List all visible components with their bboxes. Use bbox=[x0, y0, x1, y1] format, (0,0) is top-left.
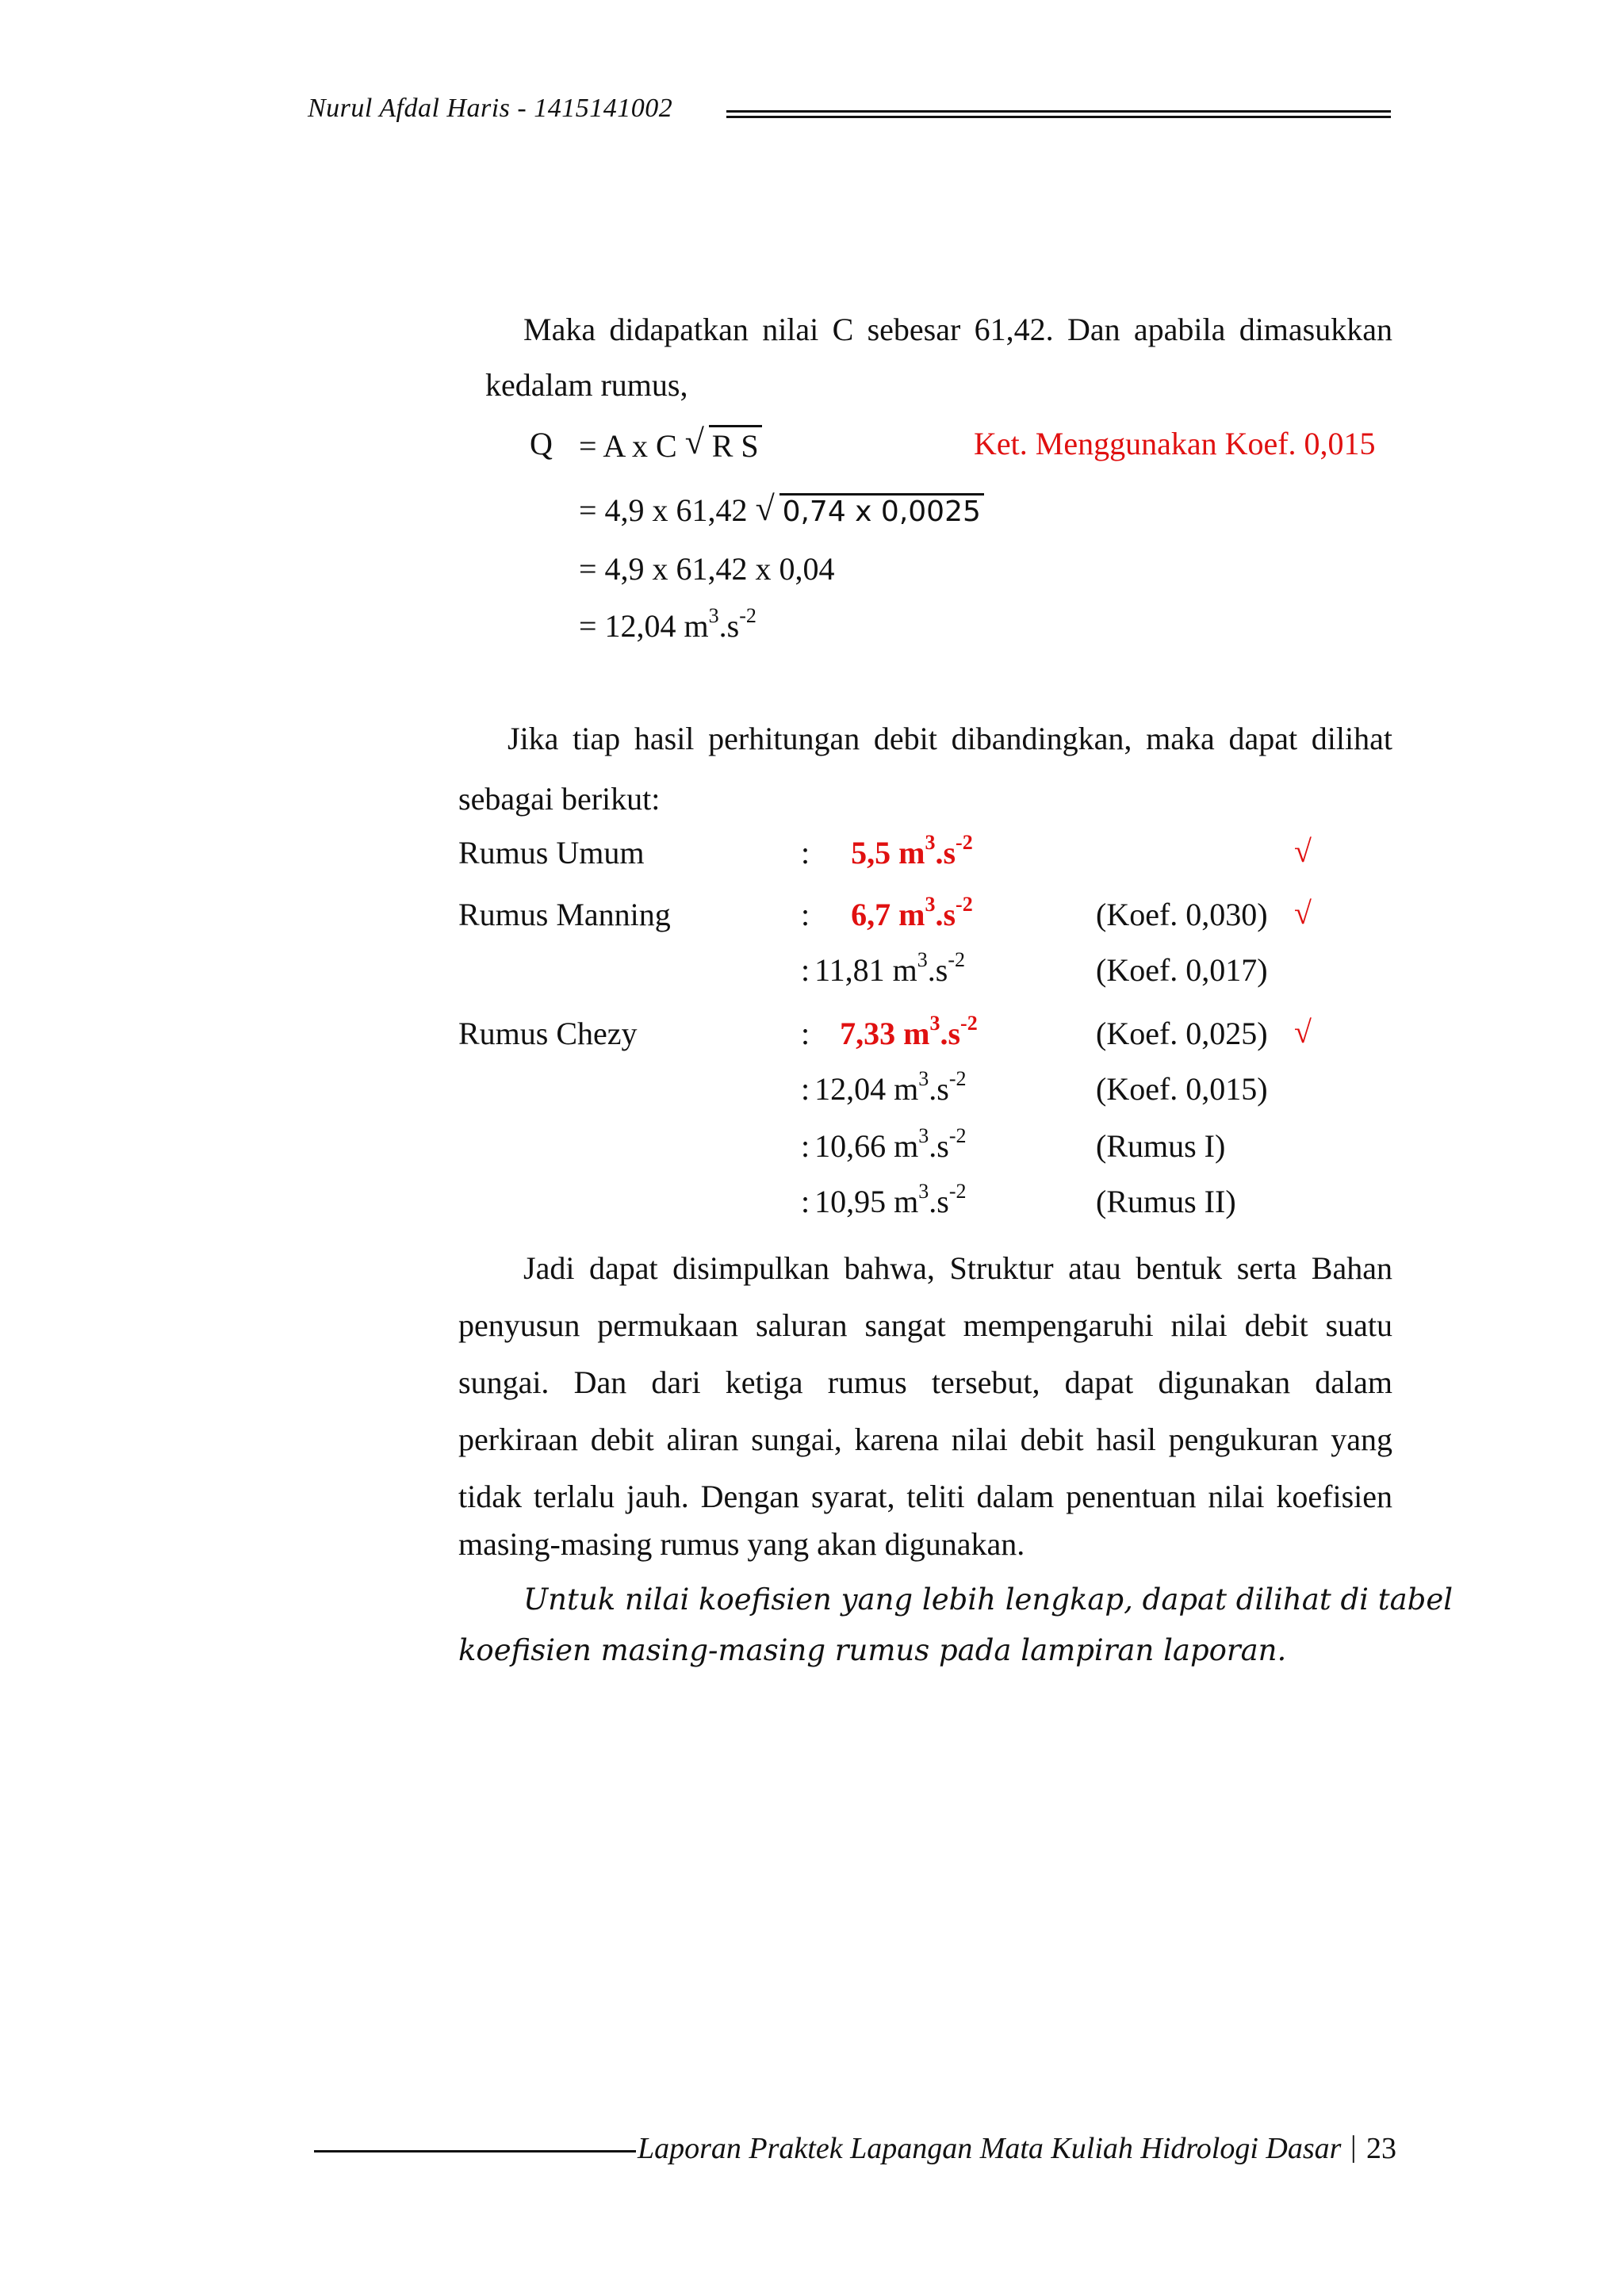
conclusion-line: Jadi dapat disimpulkan bahwa, Struktur atau bentuk serta Bahan bbox=[523, 1250, 1392, 1286]
sqrt-symbol: √ 0,74 x 0,0025 bbox=[756, 492, 984, 529]
result-coefficient: (Koef. 0,015) bbox=[1096, 1071, 1268, 1107]
result-coefficient: (Rumus I) bbox=[1096, 1128, 1226, 1164]
check-mark-icon: √ bbox=[1294, 895, 1312, 931]
formula-step-4: = 12,04 $m^3.s^{-2}$ bbox=[579, 603, 756, 644]
intro-line-1: Maka didapatkan nilai C sebesar 61,42. Dan apabila dimasukkan bbox=[523, 312, 1392, 347]
result-value: : 5,5 $m^3.s^{-2}$ bbox=[801, 830, 973, 871]
result-value: : 10,95 $m^3.s^{-2}$ bbox=[801, 1179, 967, 1219]
comparison-line-2: sebagai berikut: bbox=[458, 781, 661, 817]
result-label: Rumus Chezy bbox=[458, 1016, 638, 1051]
footer-separator: | bbox=[1350, 2130, 1357, 2164]
conclusion-line: sungai. Dan dari ketiga rumus tersebut, dapat digunakan dalam bbox=[458, 1364, 1392, 1400]
page-number: 23 bbox=[1366, 2132, 1396, 2165]
note-line-2: koefisien masing-masing rumus pada lampiran laporan. bbox=[458, 1633, 1287, 1667]
conclusion-line: masing-masing rumus yang akan digunakan. bbox=[458, 1526, 1025, 1562]
result-value: : 10,66 $m^3.s^{-2}$ bbox=[801, 1123, 967, 1164]
result-label: Rumus Umum bbox=[458, 835, 645, 871]
result-value: : 7,33 $m^3.s^{-2}$ bbox=[801, 1011, 978, 1051]
formula-lhs: Q bbox=[530, 426, 553, 461]
comparison-line-1: Jika tiap hasil perhitungan debit dibandingkan, maka dapat dilihat bbox=[508, 721, 1392, 756]
footer-rule bbox=[314, 2150, 636, 2152]
formula-step-3: = 4,9 x 61,42 x 0,04 bbox=[579, 551, 835, 587]
result-label: Rumus Manning bbox=[458, 897, 671, 932]
result-coefficient: (Rumus II) bbox=[1096, 1184, 1236, 1219]
result-value: : 11,81 $m^3.s^{-2}$ bbox=[801, 947, 966, 988]
result-value: : 12,04 $m^3.s^{-2}$ bbox=[801, 1066, 967, 1107]
intro-line-2: kedalam rumus, bbox=[485, 367, 688, 403]
conclusion-line: penyusun permukaan saluran sangat mempengaruhi nilai debit suatu bbox=[458, 1307, 1392, 1343]
formula-step-2: = 4,9 x 61,42 √ 0,74 x 0,0025 bbox=[579, 492, 984, 529]
footer-title: Laporan Praktek Lapangan Mata Kuliah Hidrologi Dasar bbox=[638, 2132, 1342, 2165]
header-rule-bottom bbox=[726, 116, 1391, 118]
result-coefficient: (Koef. 0,025) bbox=[1096, 1016, 1268, 1051]
check-mark-icon: √ bbox=[1294, 1014, 1312, 1050]
check-mark-icon: √ bbox=[1294, 833, 1312, 869]
sqrt-symbol: √ R S bbox=[685, 425, 762, 465]
result-coefficient: (Koef. 0,030) bbox=[1096, 897, 1268, 932]
header-rule-top bbox=[726, 110, 1391, 113]
formula-note: Ket. Menggunakan Koef. 0,015 bbox=[974, 426, 1376, 461]
conclusion-line: perkiraan debit aliran sungai, karena nilai debit hasil pengukuran yang bbox=[458, 1422, 1392, 1457]
header-author: Nurul Afdal Haris - 1415141002 bbox=[308, 94, 673, 123]
result-value: : 6,7 $m^3.s^{-2}$ bbox=[801, 892, 973, 932]
formula-step-1: = A x C √ R S bbox=[579, 425, 762, 465]
note-line-1: Untuk nilai koefisien yang lebih lengkap, dapat dilihat di tabel bbox=[523, 1582, 1454, 1617]
result-coefficient: (Koef. 0,017) bbox=[1096, 952, 1268, 988]
conclusion-line: tidak terlalu jauh. Dengan syarat, teliti dalam penentuan nilai koefisien bbox=[458, 1479, 1392, 1514]
